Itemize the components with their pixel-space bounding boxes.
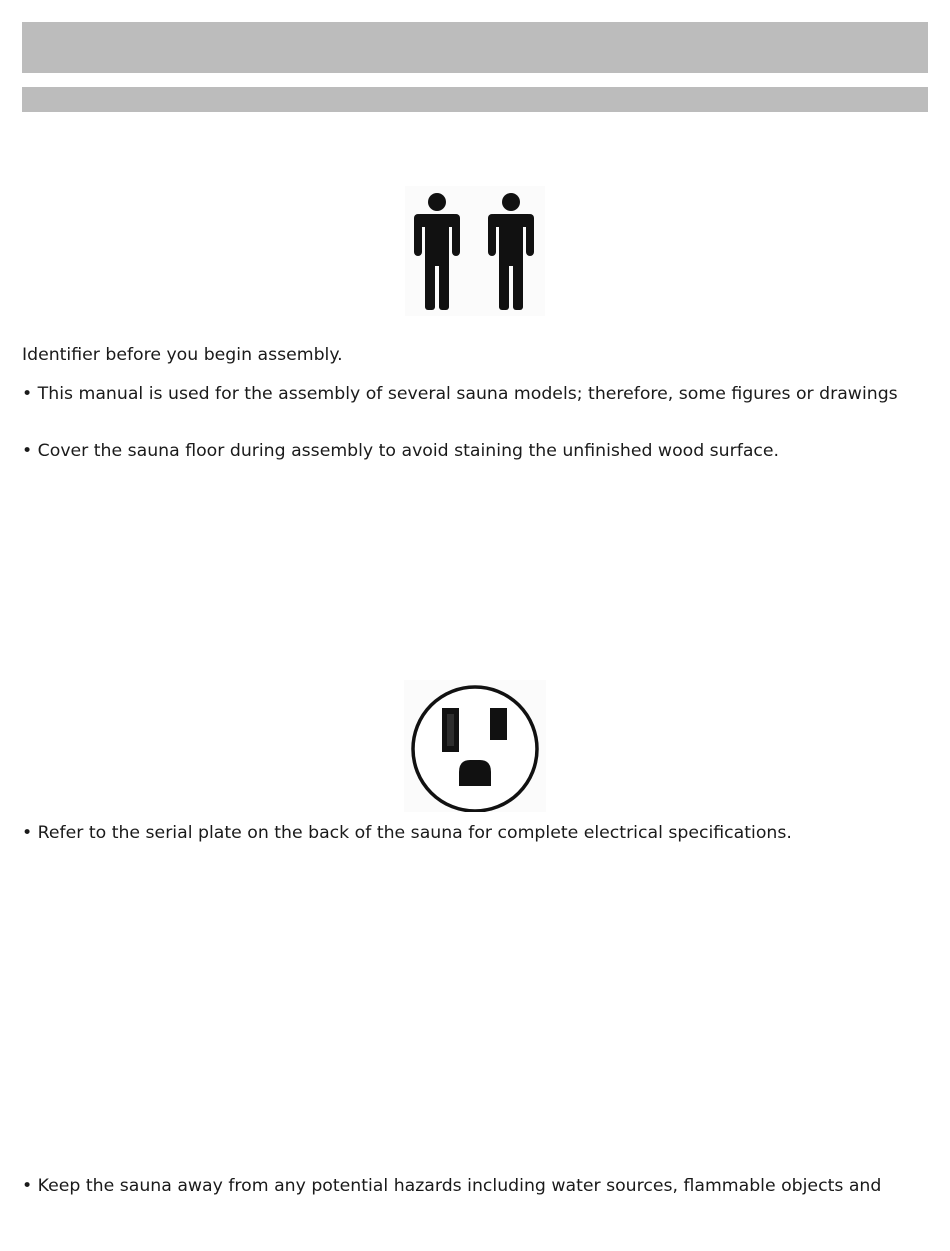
bullet-cover-floor: • Cover the sauna floor during assembly to avoid staining the unfinished wood surface. [22, 441, 780, 461]
intro-line: Identifier before you begin assembly. [22, 345, 343, 365]
subheader-bar [22, 87, 928, 112]
header-bar [22, 22, 928, 73]
bullet-hazards: • Keep the sauna away from any potential hazards including water sources, flammable objects and [22, 1176, 882, 1196]
bullet-manual-models: • This manual is used for the assembly of several sauna models; therefore, some figures or drawings [22, 384, 898, 404]
bullet-serial-plate: • Refer to the serial plate on the back of the sauna for complete electrical specifications. [22, 823, 792, 843]
electrical-outlet-icon [404, 680, 546, 812]
two-people-icon [405, 186, 545, 316]
